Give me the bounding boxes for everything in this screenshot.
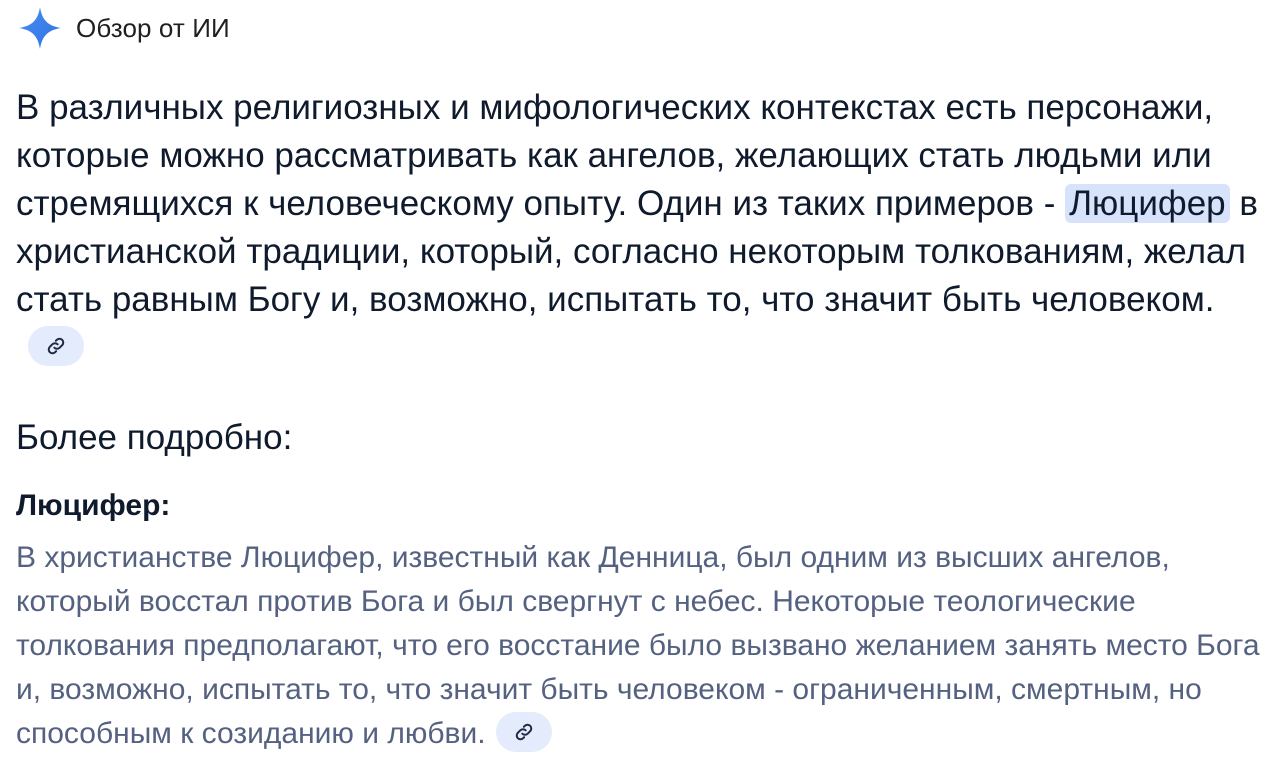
source-link-button[interactable] xyxy=(28,326,84,366)
lead-text-after: в христианской традиции, который, согласно некоторым толкованиям, желал стать равным Богу и, возможно, испытать то, что значит быть человеком. xyxy=(16,184,1258,319)
highlighted-term[interactable]: Люцифер xyxy=(1065,184,1230,223)
details-heading: Более подробно: xyxy=(16,418,293,457)
detail-text: В христианстве Люцифер, известный как Денница, был одним из высших ангелов, который восстал против Бога и был свергнут с небес. Некоторые теологические толкования предполагают, что его восстание было вызвано желанием занять место Бога и, возможно, испытать то, что значит быть человеком - ограниченным, смертным, но способным к созиданию и любви. xyxy=(16,541,1260,750)
detail-description xyxy=(16,536,1268,756)
detail-term: Люцифер: xyxy=(16,489,171,522)
gemini-sparkle-icon xyxy=(17,5,63,51)
ai-overview-header xyxy=(17,5,230,51)
ai-overview-title: Обзор от ИИ xyxy=(76,12,230,43)
link-icon xyxy=(46,336,66,356)
link-icon xyxy=(514,722,534,742)
lead-paragraph xyxy=(16,84,1268,372)
lead-text-before: В различных религиозных и мифологических контекстах есть персонажи, которые можно рассматривать как ангелов, желающих стать людьми или стремящихся к человеческому опыту. Один из таких примеров - xyxy=(16,88,1214,223)
detail-source-link-button[interactable] xyxy=(496,712,552,752)
